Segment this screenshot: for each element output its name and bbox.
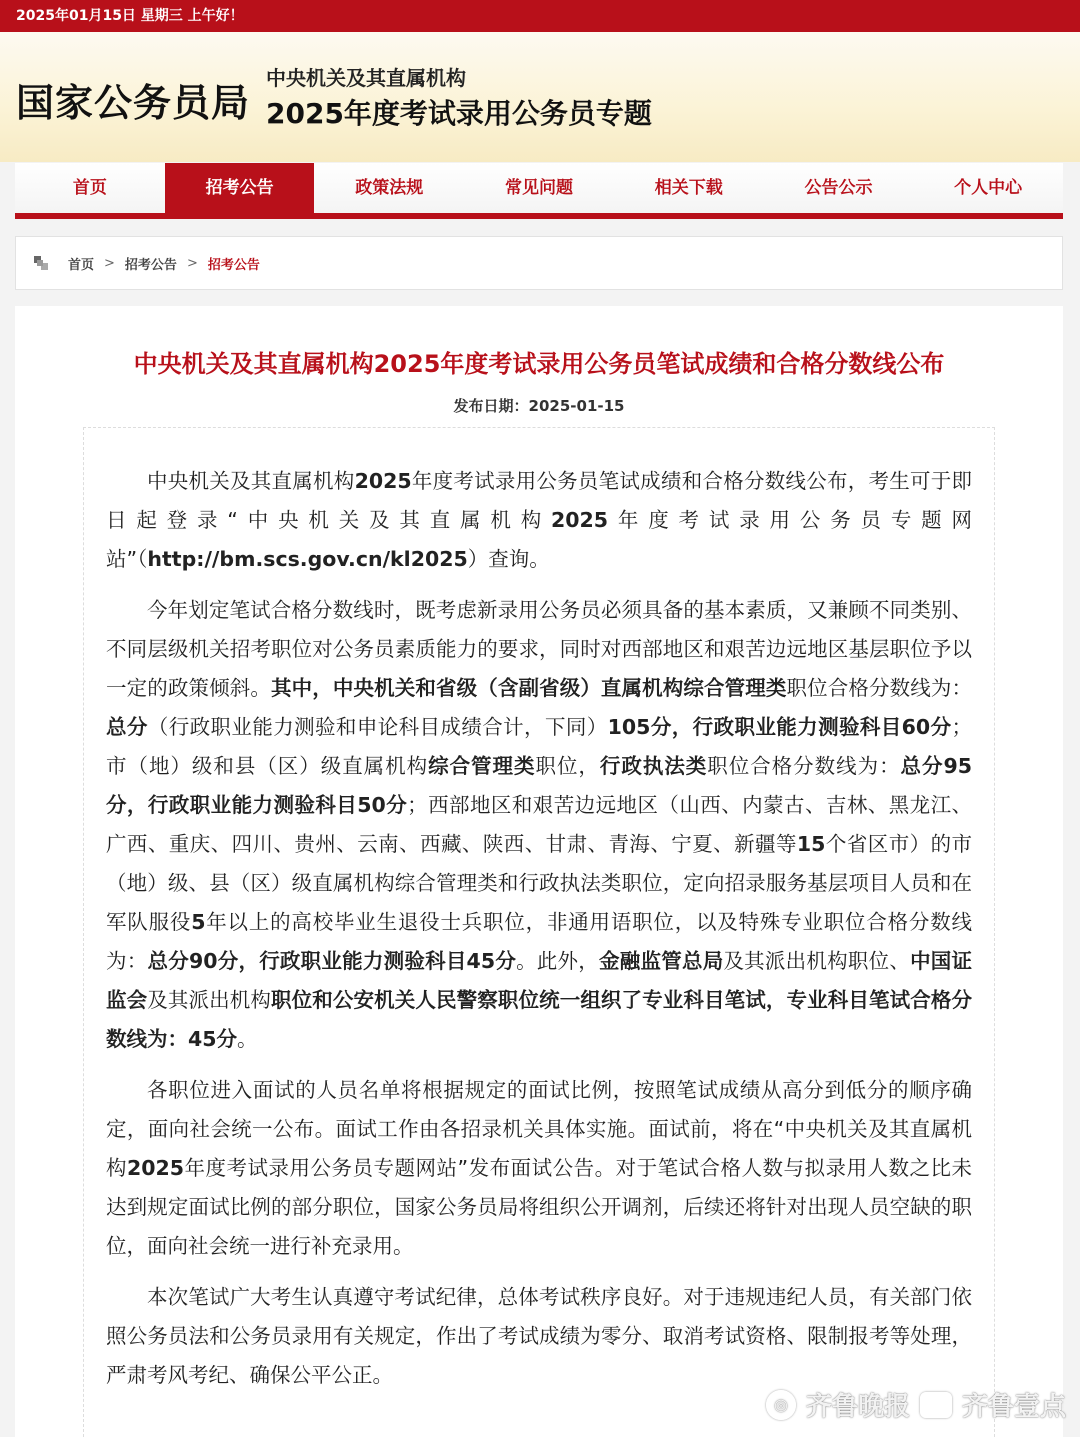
nav-item-personal-center[interactable]: 个人中心 bbox=[913, 163, 1063, 213]
nav-item-downloads[interactable]: 相关下载 bbox=[614, 163, 764, 213]
watermark-logo-icon bbox=[920, 1392, 952, 1418]
article-title: 中央机关及其直属机构2025年度考试录用公务员笔试成绩和合格分数线公布 bbox=[133, 350, 945, 378]
nav-item-faq[interactable]: 常见问题 bbox=[464, 163, 614, 213]
breadcrumb-current[interactable]: 招考公告 bbox=[207, 257, 260, 273]
date-greeting: 2025年01月15日 星期三 上午好！ bbox=[16, 8, 244, 24]
publish-date-label: 发布日期： bbox=[453, 397, 529, 415]
site-title: 2025年度考试录用公务员专题 bbox=[266, 97, 652, 130]
article-body bbox=[83, 427, 995, 1437]
watermark-circle-icon: ◎ bbox=[766, 1390, 796, 1420]
publisher-watermark bbox=[766, 1386, 1066, 1423]
top-date-bar bbox=[0, 0, 1080, 32]
breadcrumb bbox=[15, 236, 1063, 290]
results-site-url[interactable]: http://bm.scs.gov.cn/kl2025 bbox=[147, 547, 468, 571]
nav-item-home[interactable]: 首页 bbox=[15, 163, 165, 213]
breadcrumb-separator: > bbox=[104, 255, 115, 271]
breadcrumb-recruitment[interactable]: 招考公告 bbox=[124, 257, 177, 273]
breadcrumb-home[interactable]: 首页 bbox=[68, 257, 95, 273]
article-paragraph-4: 本次笔试广大考生认真遵守考试纪律，总体考试秩序良好。对于违规违纪人员，有关部门依照公务员法和公务员录用有关规定，作出了考试成绩为零分、取消考试资格、限制报考等处理，严肃考风考纪、确保公平公正。 bbox=[106, 1285, 972, 1387]
nav-item-policies[interactable]: 政策法规 bbox=[314, 163, 464, 213]
watermark-brand-1: 齐鲁晚报 bbox=[805, 1392, 910, 1422]
site-logo[interactable]: 国家公务员局 bbox=[16, 81, 251, 125]
publish-date-value: 2025-01-15 bbox=[528, 397, 625, 415]
article-paragraph-1: 中央机关及其直属机构2025年度考试录用公务员笔试成绩和合格分数线公布，考生可于即日起登录“中央机关及其直属机构2025年度考试录用公务员专题网站”（http://bm.scs.gov.cn/kl2025）查询。 bbox=[106, 469, 973, 571]
location-icon bbox=[34, 256, 48, 270]
breadcrumb-separator: > bbox=[186, 255, 198, 271]
nav-item-announcements[interactable]: 公告公示 bbox=[764, 163, 914, 213]
nav-item-recruitment-notices[interactable]: 招考公告 bbox=[165, 163, 315, 213]
article-container bbox=[15, 306, 1063, 1437]
main-nav bbox=[15, 163, 1063, 219]
site-header bbox=[0, 32, 1080, 162]
article-paragraph-3: 各职位进入面试的人员名单将根据规定的面试比例，按照笔试成绩从高分到低分的顺序确定，面向社会统一公布。面试工作由各招录机关具体实施。面试前，将在“中央机关及其直属机构2025年度考试录用公务员专题网站”发布面试公告。对于笔试合格人数与拟录用人数之比未达到规定面试比例的部分职位，国家公务员局将组织公开调剂，后续还将针对出现人员空缺的职位，面向社会统一进行补充录用。 bbox=[106, 1078, 972, 1258]
watermark-brand-2: 齐鲁壹点 bbox=[961, 1392, 1066, 1422]
site-subtitle: 中央机关及其直属机构 bbox=[266, 66, 466, 90]
article-paragraph-2: 今年划定笔试合格分数线时，既考虑新录用公务员必须具备的基本素质，又兼顾不同类别、不同层级机关招考职位对公务员素质能力的要求，同时对西部地区和艰苦边远地区基层职位予以一定的政策倾斜。其中，中央机关和省级（含副省级）直属机构综合管理类职位合格分数线为：总分（行政职业能力测验和申论科目成绩合计，下同）105分，行政职业能力测验科目60分；市（地）级和县（区）级直属机构综合管理类职位，行政执法类职位合格分数线为：总分95分，行政职业能力测验科目50分；西部地区和艰苦边远地区（山西、内蒙古、吉林、黑龙江、广西、重庆、四川、贵州、云南、西藏、陕西、甘肃、青海、宁夏、新疆等15个省区市）的市（地）级、县（区）级直属机构综合管理类和行政执法类职位，定向招录服务基层项目人员和在军队服役5年以上的高校毕业生退役士兵职位，非通用语职位，以及特殊专业职位合格分数线为：总分90分，行政职业能力测验科目45分。此外，金融监管总局及其派出机构职位、中国证监会及其派出机构职位和公安机关人民警察职位统一组织了专业科目笔试，专业科目笔试合格分数线为：45分。 bbox=[106, 598, 973, 1051]
publish-date bbox=[15, 395, 1063, 416]
